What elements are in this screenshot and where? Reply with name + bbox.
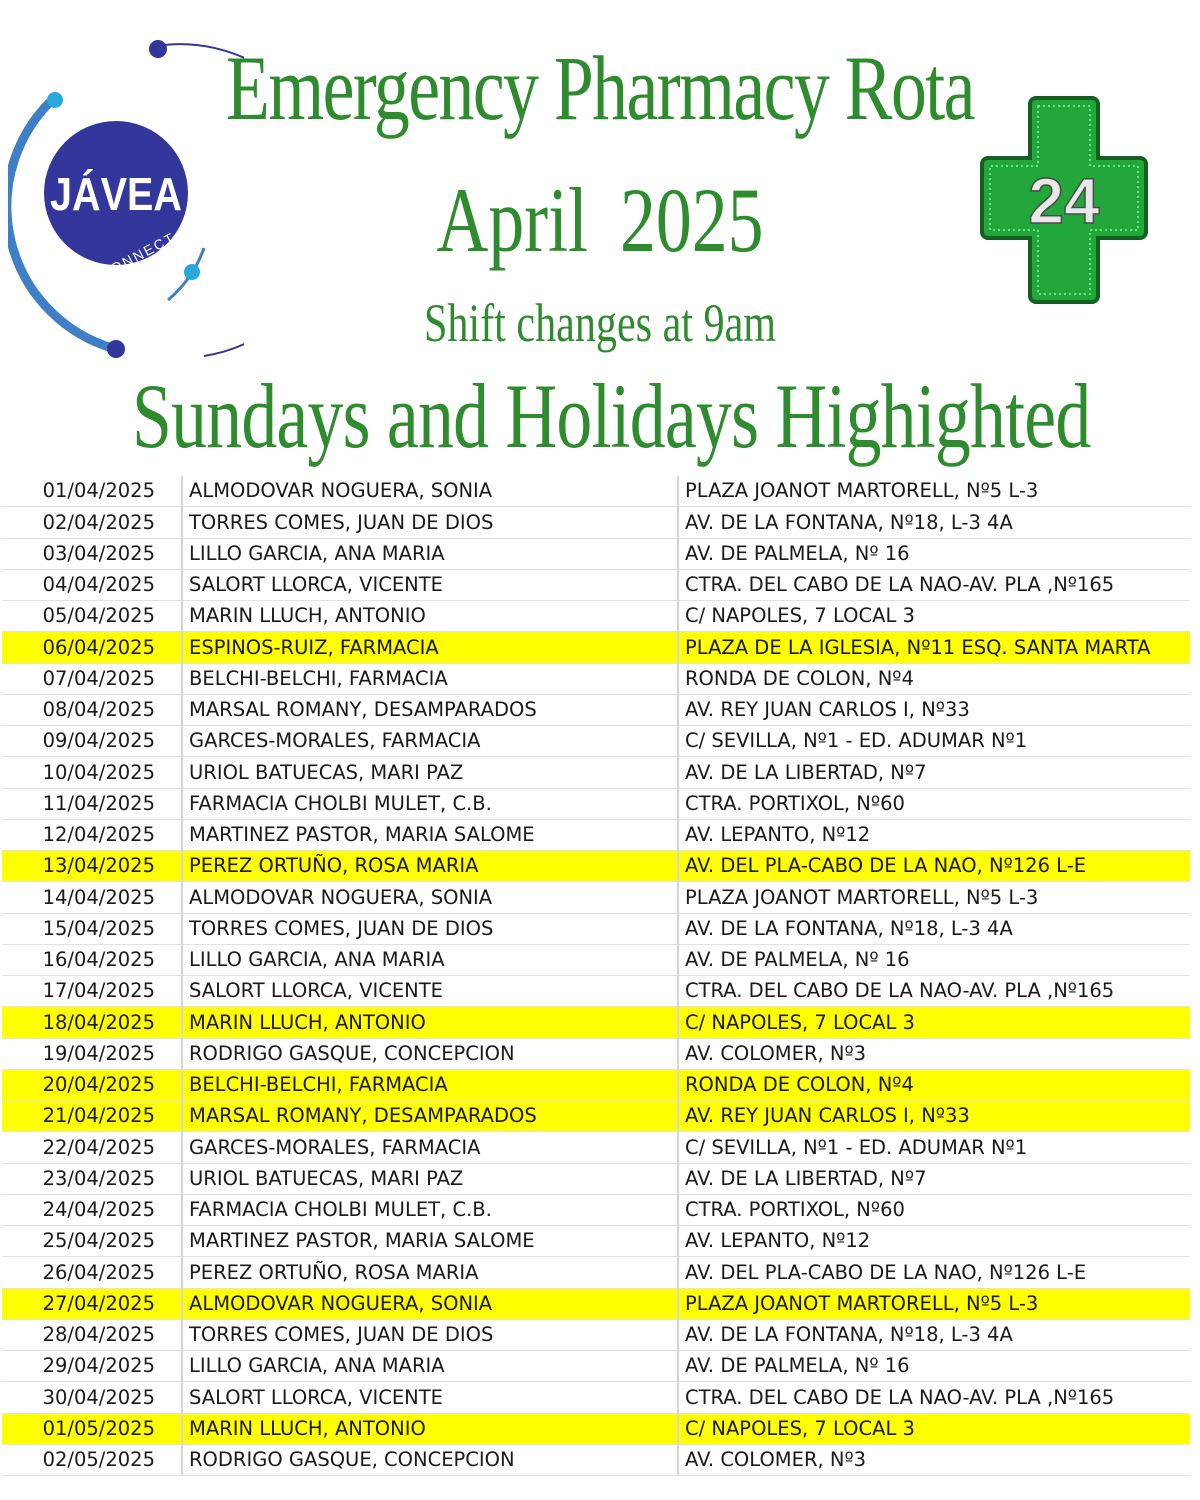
rota-address: C/ SEVILLA, Nº1 - ED. ADUMAR Nº1	[678, 726, 1190, 757]
table-row	[2, 1413, 1190, 1444]
table-row	[2, 1101, 1190, 1132]
rota-date: 17/04/2025	[2, 976, 182, 1007]
rota-pharmacy: RODRIGO GASQUE, CONCEPCION	[182, 1444, 678, 1475]
rota-date: 07/04/2025	[2, 663, 182, 694]
table-row	[2, 1194, 1190, 1225]
rota-date: 21/04/2025	[2, 1101, 182, 1132]
rota-date: 14/04/2025	[2, 882, 182, 913]
rota-address: AV. REY JUAN CARLOS I, Nº33	[678, 1101, 1190, 1132]
rota-pharmacy: BELCHI-BELCHI, FARMACIA	[182, 1069, 678, 1100]
rota-date: 04/04/2025	[2, 569, 182, 600]
table-row	[2, 1007, 1190, 1038]
rota-address: AV. DE LA LIBERTAD, Nº7	[678, 757, 1190, 788]
logo-dot-right	[184, 264, 200, 280]
rota-date: 05/04/2025	[2, 601, 182, 632]
table-row	[2, 507, 1190, 538]
rota-pharmacy: TORRES COMES, JUAN DE DIOS	[182, 1319, 678, 1350]
rota-date: 27/04/2025	[2, 1288, 182, 1319]
rota-address: PLAZA DE LA IGLESIA, Nº11 ESQ. SANTA MARTA	[678, 632, 1190, 663]
rota-date: 03/04/2025	[2, 538, 182, 569]
rota-address: RONDA DE COLON, Nº4	[678, 663, 1190, 694]
rota-date: 12/04/2025	[2, 819, 182, 850]
rota-address: AV. DE PALMELA, Nº 16	[678, 944, 1190, 975]
cross-label: 24	[1028, 165, 1100, 237]
rota-date: 28/04/2025	[2, 1319, 182, 1350]
rota-pharmacy: SALORT LLORCA, VICENTE	[182, 1382, 678, 1413]
rota-pharmacy: MARTINEZ PASTOR, MARIA SALOME	[182, 1226, 678, 1257]
table-row	[2, 476, 1190, 507]
rota-date: 23/04/2025	[2, 1163, 182, 1194]
table-row	[2, 1163, 1190, 1194]
table-row	[2, 1444, 1190, 1475]
rota-pharmacy: MARIN LLUCH, ANTONIO	[182, 601, 678, 632]
rota-address: AV. LEPANTO, Nº12	[678, 819, 1190, 850]
rota-address: CTRA. DEL CABO DE LA NAO-AV. PLA ,Nº165	[678, 976, 1190, 1007]
rota-pharmacy: URIOL BATUECAS, MARI PAZ	[182, 757, 678, 788]
rota-date: 01/05/2025	[2, 1413, 182, 1444]
rota-date: 25/04/2025	[2, 1226, 182, 1257]
table-row	[2, 1382, 1190, 1413]
rota-pharmacy: MARTINEZ PASTOR, MARIA SALOME	[182, 819, 678, 850]
rota-date: 26/04/2025	[2, 1257, 182, 1288]
rota-date: 11/04/2025	[2, 788, 182, 819]
rota-date: 18/04/2025	[2, 1007, 182, 1038]
rota-date: 20/04/2025	[2, 1069, 182, 1100]
rota-address: AV. REY JUAN CARLOS I, Nº33	[678, 694, 1190, 725]
rota-date: 22/04/2025	[2, 1132, 182, 1163]
table-row	[2, 1038, 1190, 1069]
rota-date: 16/04/2025	[2, 944, 182, 975]
table-row	[2, 1257, 1190, 1288]
rota-address: AV. DE LA FONTANA, Nº18, L-3 4A	[678, 507, 1190, 538]
rota-date: 08/04/2025	[2, 694, 182, 725]
logo-dot-left	[47, 92, 63, 108]
table-row	[2, 663, 1190, 694]
table-row	[2, 601, 1190, 632]
rota-pharmacy: TORRES COMES, JUAN DE DIOS	[182, 913, 678, 944]
rota-pharmacy: GARCES-MORALES, FARMACIA	[182, 1132, 678, 1163]
rota-address: PLAZA JOANOT MARTORELL, Nº5 L-3	[678, 1288, 1190, 1319]
rota-address: C/ NAPOLES, 7 LOCAL 3	[678, 1413, 1190, 1444]
rota-pharmacy: FARMACIA CHOLBI MULET, C.B.	[182, 788, 678, 819]
rota-pharmacy: ALMODOVAR NOGUERA, SONIA	[182, 476, 678, 507]
table-row	[2, 1319, 1190, 1350]
rota-pharmacy: URIOL BATUECAS, MARI PAZ	[182, 1163, 678, 1194]
highlight-legend: Sundays and Holidays Highighted	[132, 365, 1091, 467]
rota-address: PLAZA JOANOT MARTORELL, Nº5 L-3	[678, 476, 1190, 507]
rota-address: RONDA DE COLON, Nº4	[678, 1069, 1190, 1100]
rota-pharmacy: SALORT LLORCA, VICENTE	[182, 569, 678, 600]
rota-date: 02/05/2025	[2, 1444, 182, 1475]
rota-pharmacy: RODRIGO GASQUE, CONCEPCION	[182, 1038, 678, 1069]
rota-date: 01/04/2025	[2, 476, 182, 507]
rota-address: C/ NAPOLES, 7 LOCAL 3	[678, 1007, 1190, 1038]
table-row	[2, 1351, 1190, 1382]
table-row	[2, 694, 1190, 725]
rota-pharmacy: MARIN LLUCH, ANTONIO	[182, 1007, 678, 1038]
rota-date: 30/04/2025	[2, 1382, 182, 1413]
rota-pharmacy: BELCHI-BELCHI, FARMACIA	[182, 663, 678, 694]
table-row	[2, 1069, 1190, 1100]
rota-address: AV. COLOMER, Nº3	[678, 1444, 1190, 1475]
rota-body	[2, 476, 1190, 1476]
rota-pharmacy: FARMACIA CHOLBI MULET, C.B.	[182, 1194, 678, 1225]
rota-pharmacy: ALMODOVAR NOGUERA, SONIA	[182, 1288, 678, 1319]
logo-wordmark: JÁVEA	[50, 168, 182, 220]
rota-pharmacy: LILLO GARCIA, ANA MARIA	[182, 944, 678, 975]
shift-note: Shift changes at 9am	[423, 293, 777, 353]
rota-pharmacy: SALORT LLORCA, VICENTE	[182, 976, 678, 1007]
rota-pharmacy: ESPINOS-RUIZ, FARMACIA	[182, 632, 678, 663]
rota-address: AV. COLOMER, Nº3	[678, 1038, 1190, 1069]
rota-date: 19/04/2025	[2, 1038, 182, 1069]
rota-date: 13/04/2025	[2, 851, 182, 882]
table-row	[2, 819, 1190, 850]
rota-pharmacy: LILLO GARCIA, ANA MARIA	[182, 538, 678, 569]
rota-address: PLAZA JOANOT MARTORELL, Nº5 L-3	[678, 882, 1190, 913]
rota-date: 02/04/2025	[2, 507, 182, 538]
rota-pharmacy: TORRES COMES, JUAN DE DIOS	[182, 507, 678, 538]
rota-pharmacy: PEREZ ORTUÑO, ROSA MARIA	[182, 1257, 678, 1288]
rota-address: AV. DE LA FONTANA, Nº18, L-3 4A	[678, 1319, 1190, 1350]
rota-address: C/ SEVILLA, Nº1 - ED. ADUMAR Nº1	[678, 1132, 1190, 1163]
table-row	[2, 851, 1190, 882]
rota-date: 15/04/2025	[2, 913, 182, 944]
rota-address: AV. DE PALMELA, Nº 16	[678, 1351, 1190, 1382]
rota-date: 29/04/2025	[2, 1351, 182, 1382]
rota-pharmacy: MARIN LLUCH, ANTONIO	[182, 1413, 678, 1444]
rota-address: AV. DEL PLA-CABO DE LA NAO, Nº126 L-E	[678, 1257, 1190, 1288]
table-row	[2, 538, 1190, 569]
table-row	[2, 1226, 1190, 1257]
rota-date: 10/04/2025	[2, 757, 182, 788]
table-row	[2, 569, 1190, 600]
rota-pharmacy: PEREZ ORTUÑO, ROSA MARIA	[182, 851, 678, 882]
rota-date: 06/04/2025	[2, 632, 182, 663]
table-row	[2, 757, 1190, 788]
table-row	[2, 1288, 1190, 1319]
rota-address: AV. DEL PLA-CABO DE LA NAO, Nº126 L-E	[678, 851, 1190, 882]
rota-pharmacy: ALMODOVAR NOGUERA, SONIA	[182, 882, 678, 913]
table-row	[2, 944, 1190, 975]
table-row	[2, 726, 1190, 757]
table-row	[2, 632, 1190, 663]
rota-pharmacy: LILLO GARCIA, ANA MARIA	[182, 1351, 678, 1382]
month-year: April 2025	[436, 169, 764, 271]
rota-address: CTRA. DEL CABO DE LA NAO-AV. PLA ,Nº165	[678, 1382, 1190, 1413]
rota-address: CTRA. PORTIXOL, Nº60	[678, 788, 1190, 819]
table-row	[2, 1132, 1190, 1163]
page-title: Emergency Pharmacy Rota	[226, 37, 974, 139]
rota-address: AV. DE PALMELA, Nº 16	[678, 538, 1190, 569]
pharmacy-cross-icon	[978, 94, 1150, 306]
logo-tagline: CONNECT	[97, 228, 179, 283]
table-row	[2, 788, 1190, 819]
rota-pharmacy: MARSAL ROMANY, DESAMPARADOS	[182, 694, 678, 725]
rota-address: C/ NAPOLES, 7 LOCAL 3	[678, 601, 1190, 632]
rota-pharmacy: GARCES-MORALES, FARMACIA	[182, 726, 678, 757]
rota-address: CTRA. PORTIXOL, Nº60	[678, 1194, 1190, 1225]
rota-address: AV. LEPANTO, Nº12	[678, 1226, 1190, 1257]
rota-address: AV. DE LA LIBERTAD, Nº7	[678, 1163, 1190, 1194]
table-row	[2, 882, 1190, 913]
rota-table	[2, 476, 1190, 1476]
rota-address: AV. DE LA FONTANA, Nº18, L-3 4A	[678, 913, 1190, 944]
table-row	[2, 913, 1190, 944]
rota-date: 09/04/2025	[2, 726, 182, 757]
rota-date: 24/04/2025	[2, 1194, 182, 1225]
rota-pharmacy: MARSAL ROMANY, DESAMPARADOS	[182, 1101, 678, 1132]
logo-dot-bottom	[107, 340, 125, 358]
rota-address: CTRA. DEL CABO DE LA NAO-AV. PLA ,Nº165	[678, 569, 1190, 600]
table-row	[2, 976, 1190, 1007]
